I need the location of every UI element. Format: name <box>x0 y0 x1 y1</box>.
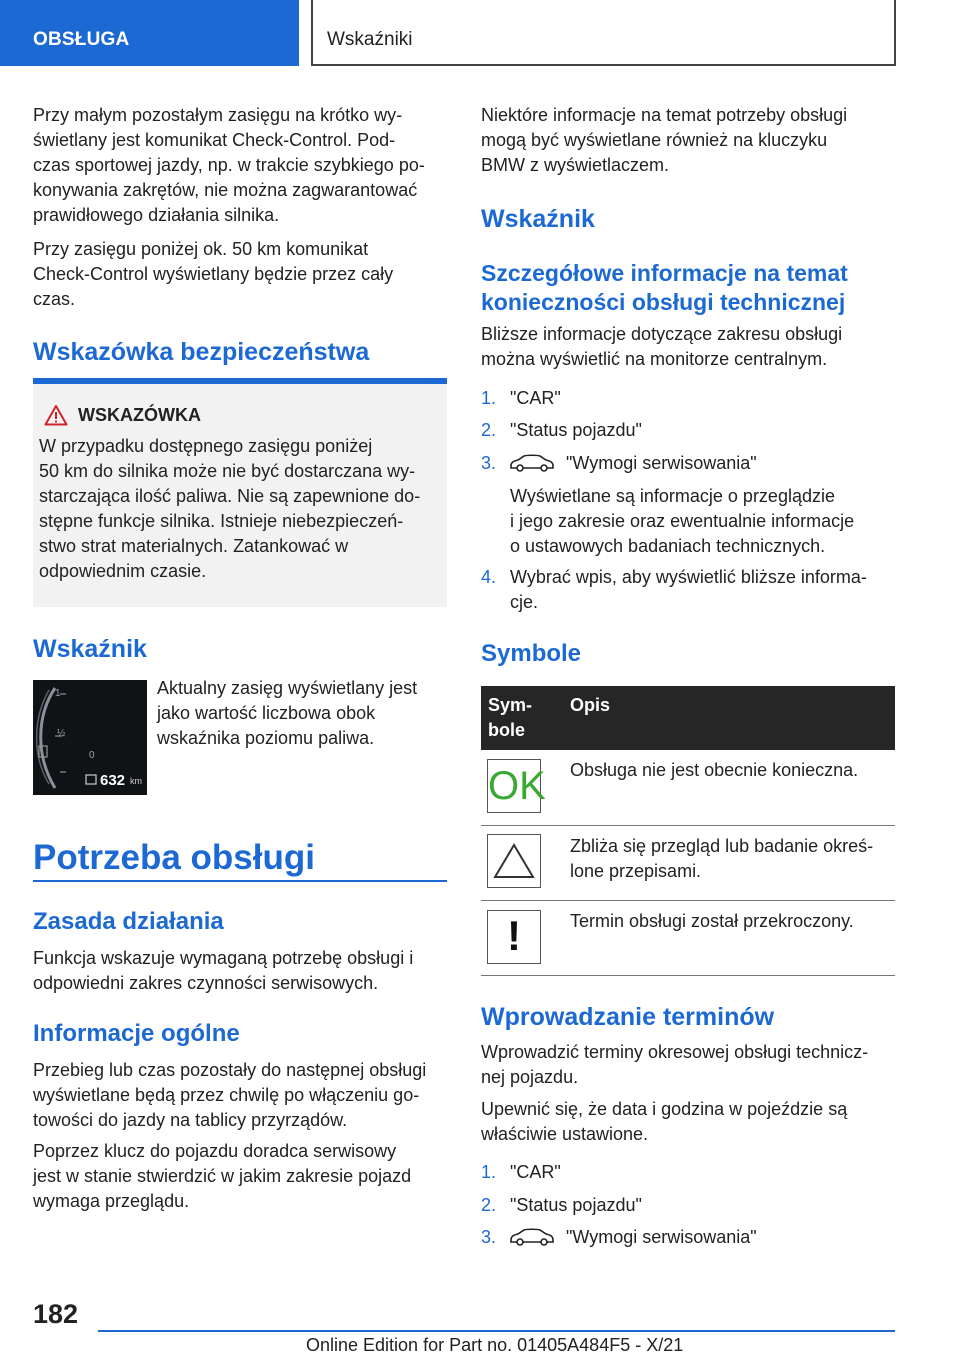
gauge-mark-0: 0 <box>89 750 95 761</box>
list-item <box>481 1160 561 1185</box>
text-line: czas sportowej jazdy, np. w trakcie szybkiego po- <box>33 155 425 175</box>
general-heading: Informacje ogólne <box>33 1020 240 1047</box>
text-line: Przy małym pozostałym zasięgu na krótko wy- <box>33 105 403 125</box>
column-header-description: Opis <box>570 695 611 715</box>
text-line: Przebieg lub czas pozostały do następnej obsługi <box>33 1060 427 1080</box>
indicator-heading: Wskaźnik <box>33 635 147 663</box>
detail-heading-line: konieczności obsługi technicznej <box>481 289 846 315</box>
warning-text <box>39 434 444 584</box>
key-info-paragraph <box>481 103 901 178</box>
column-header-symbols <box>488 693 532 743</box>
text-line: Wybrać wpis, aby wyświetlić bliższe informa- <box>510 567 867 587</box>
text-line: Funkcja wskazuje wymaganą potrzebę obsługi i <box>33 948 414 968</box>
text-line: Zbliża się przegląd lub badanie okreś- <box>570 836 874 856</box>
text-line: czas. <box>33 289 76 309</box>
list-text <box>510 565 900 615</box>
gauge-range-unit: km <box>130 776 142 786</box>
principle-heading: Zasada działania <box>33 908 224 935</box>
general-paragraph-1 <box>33 1058 453 1133</box>
text-line: Wprowadzić terminy okresowej obsługi technicz- <box>481 1042 869 1062</box>
step3-detail <box>510 484 910 559</box>
list-item <box>481 1225 757 1250</box>
chapter-title: Wskaźniki <box>311 0 896 66</box>
text-line: wyświetlane będą przez chwilę po włączeniu go- <box>33 1085 420 1105</box>
ok-symbol <box>487 759 546 813</box>
text-line: Bliższe informacje dotyczące zakresu obsługi <box>481 324 843 344</box>
page-number: 182 <box>33 1299 79 1329</box>
dates-paragraph-1 <box>481 1040 901 1090</box>
table-row-divider <box>481 825 895 826</box>
car-service-icon <box>509 453 555 473</box>
list-number: 3. <box>481 453 497 473</box>
list-number: 3. <box>481 1227 497 1247</box>
dates-heading: Wprowadzanie terminów <box>481 1003 775 1031</box>
gauge-range-value: 632 <box>100 772 126 789</box>
header-line: Sym- <box>488 695 533 715</box>
text-line: starczająca ilość paliwa. Nie są zapewnione do- <box>39 486 421 506</box>
list-item <box>481 451 757 476</box>
section-tab: OBSŁUGA <box>0 0 299 66</box>
list-item <box>481 1193 642 1218</box>
text-line: Aktualny zasięg wyświetlany jest <box>157 678 418 698</box>
exclamation-icon: ! <box>507 912 521 959</box>
ok-symbol-text: OK <box>488 764 546 808</box>
table-row-description <box>570 909 895 934</box>
general-paragraph-2 <box>33 1139 453 1214</box>
text-line: nej pojazdu. <box>481 1067 579 1087</box>
symbols-heading: Symbole <box>481 640 582 667</box>
text-line: mogą być wyświetlane również na kluczyku <box>481 130 828 150</box>
list-text: "Status pojazdu" <box>510 1195 642 1215</box>
text-line: Check-Control wyświetlany będzie przez cały <box>33 264 394 284</box>
fuel-gauge-image <box>33 680 147 795</box>
text-line: cje. <box>510 592 539 612</box>
triangle-icon <box>488 835 540 887</box>
text-line: towości do jazdy na tablicy przyrządów. <box>33 1110 348 1130</box>
service-heading: Potrzeba obsługi <box>33 838 315 877</box>
list-number: 2. <box>481 1195 497 1215</box>
text-line: 50 km do silnika może nie być dostarczana wy- <box>39 461 416 481</box>
list-number: 1. <box>481 1162 497 1182</box>
warning-triangle-icon <box>44 404 68 426</box>
text-line: właściwie ustawione. <box>481 1124 649 1144</box>
list-text: "CAR" <box>510 388 561 408</box>
detail-heading-line: Szczegółowe informacje na temat <box>481 260 848 286</box>
list-text: "CAR" <box>510 1162 561 1182</box>
list-item <box>481 418 642 443</box>
list-text: "Wymogi serwisowania" <box>566 1227 757 1247</box>
text-line: Niektóre informacje na temat potrzeby obsługi <box>481 105 848 125</box>
edition-text: Online Edition for Part no. 01405A484F5 - X/21 <box>306 1335 684 1355</box>
range-paragraph <box>33 103 453 228</box>
text-line: Upewnić się, że data i godzina w pojeździe są <box>481 1099 848 1119</box>
table-row-divider <box>481 900 895 901</box>
text-line: stępne funkcje silnika. Istnieje niebezpieczeń- <box>39 511 404 531</box>
table-header <box>481 686 895 750</box>
list-text: "Status pojazdu" <box>510 420 642 440</box>
text-line: jest w stanie stwierdzić w jakim zakresie pojazd <box>33 1166 412 1186</box>
detail-text <box>481 322 901 372</box>
list-number: 4. <box>481 567 497 587</box>
car-service-icon <box>509 1227 555 1247</box>
gauge-mark-1: 1 <box>55 688 61 699</box>
text-line: konywania zakrętów, nie można zagwarantować <box>33 180 418 200</box>
text-line: o ustawowych badaniach technicznych. <box>510 536 826 556</box>
text-line: BMW z wyświetlaczem. <box>481 155 670 175</box>
text-line: Termin obsługi został przekroczony. <box>570 911 854 931</box>
dates-paragraph-2 <box>481 1097 901 1147</box>
footer-rule <box>98 1330 895 1332</box>
text-line: wskaźnika poziomu paliwa. <box>157 728 375 748</box>
list-item <box>481 386 561 411</box>
text-line: prawidłowego działania silnika. <box>33 205 280 225</box>
text-line: jako wartość liczbowa obok <box>157 703 376 723</box>
safety-heading: Wskazówka bezpieczeństwa <box>33 338 370 366</box>
header-line: bole <box>488 720 526 740</box>
service-due-triangle-icon <box>487 834 541 888</box>
list-number: 1. <box>481 388 497 408</box>
text-line: odpowiednim czasie. <box>39 561 207 581</box>
text-line: stwo strat materialnych. Zatankować w <box>39 536 349 556</box>
heading-rule <box>33 880 447 882</box>
list-text: "Wymogi serwisowania" <box>566 453 757 473</box>
text-line: i jego zakresie oraz ewentualnie informacje <box>510 511 855 531</box>
table-row-divider <box>481 975 895 976</box>
gauge-mark-half: ½ <box>57 728 66 739</box>
principle-text <box>33 946 453 996</box>
range-50km-paragraph <box>33 237 453 312</box>
table-row-description <box>570 834 895 884</box>
detail-heading <box>481 259 901 317</box>
warning-title: WSKAZÓWKA <box>78 405 201 425</box>
list-number: 2. <box>481 420 497 440</box>
indicator-text <box>157 676 447 751</box>
service-overdue-symbol <box>487 910 541 964</box>
text-line: Przy zasięgu poniżej ok. 50 km komunikat <box>33 239 369 259</box>
right-indicator-heading: Wskaźnik <box>481 205 595 233</box>
text-line: Obsługa nie jest obecnie konieczna. <box>570 760 859 780</box>
text-line: można wyświetlić na monitorze centralnym. <box>481 349 828 369</box>
text-line: Wyświetlane są informacje o przeglądzie <box>510 486 835 506</box>
text-line: odpowiedni zakres czynności serwisowych. <box>33 973 379 993</box>
text-line: W przypadku dostępnego zasięgu poniżej <box>39 436 373 456</box>
text-line: lone przepisami. <box>570 861 702 881</box>
list-item <box>481 565 867 612</box>
text-line: świetlany jest komunikat Check-Control. Pod- <box>33 130 396 150</box>
text-line: Poprzez klucz do pojazdu doradca serwisowy <box>33 1141 397 1161</box>
table-row-description <box>570 758 895 783</box>
text-line: wymaga przeglądu. <box>33 1191 190 1211</box>
